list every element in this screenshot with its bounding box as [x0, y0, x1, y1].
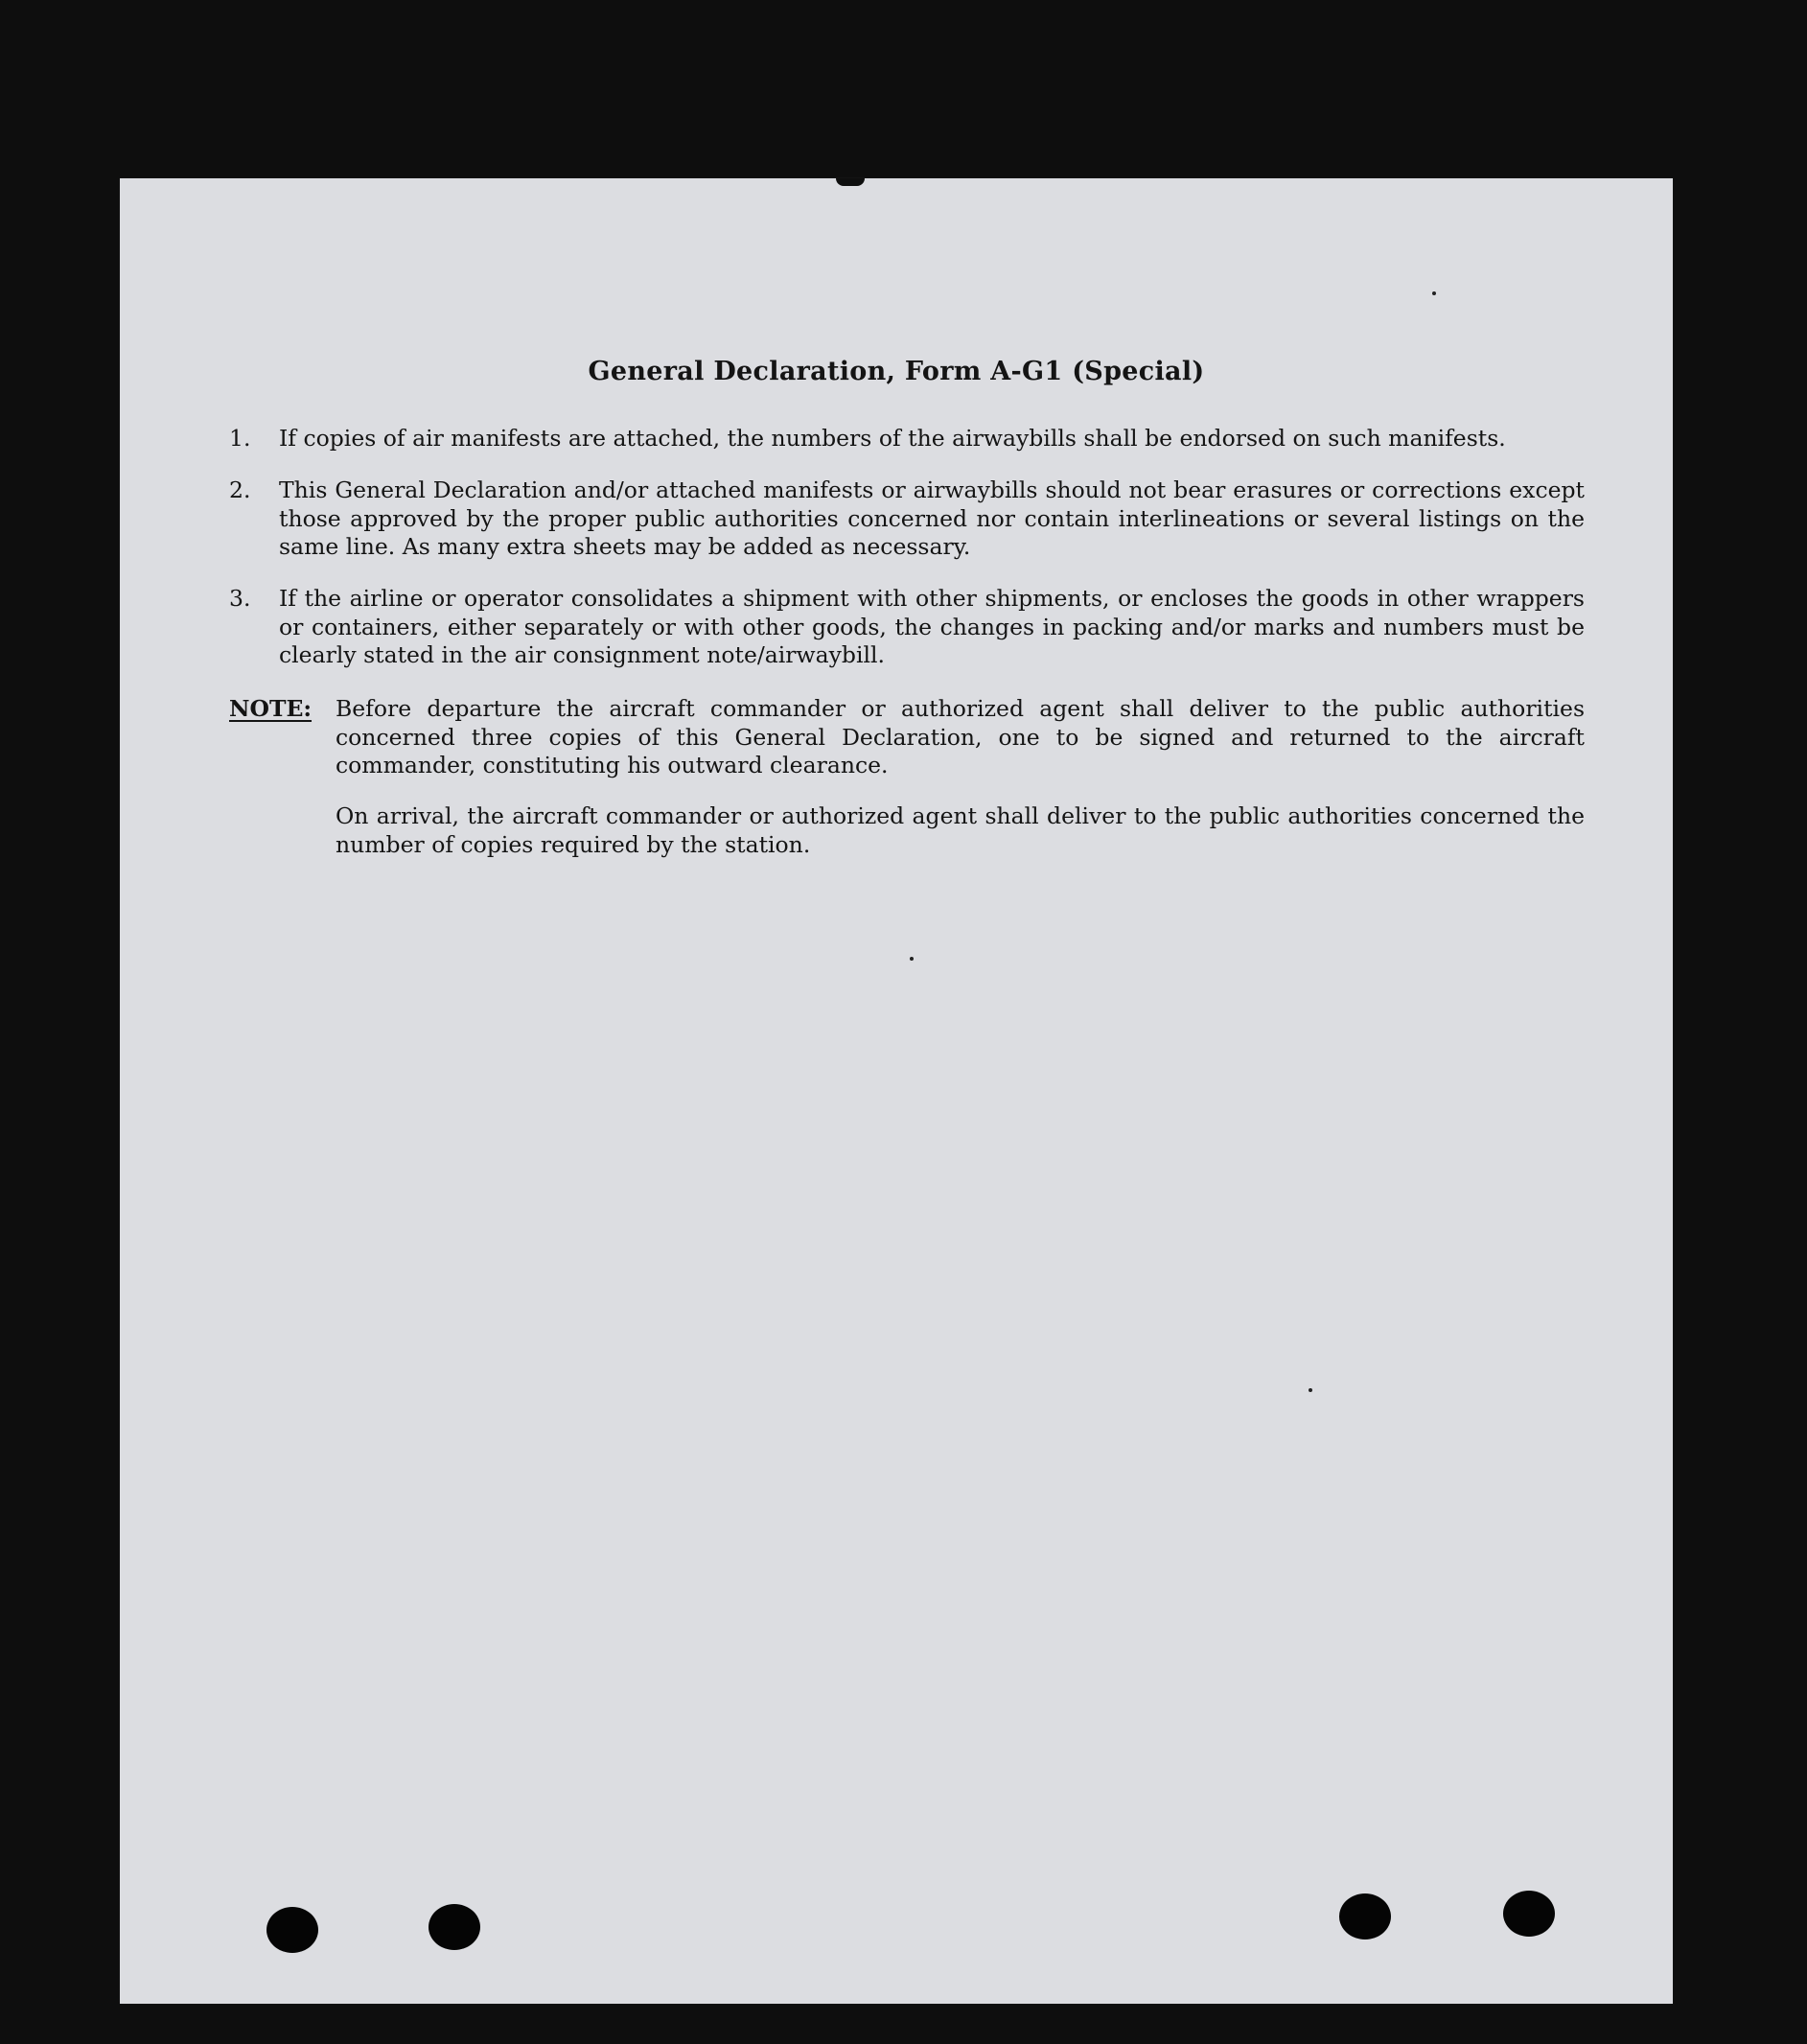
document-page	[120, 178, 1673, 2004]
item-number: 3.	[229, 585, 251, 612]
document-title: General Declaration, Form A-G1 (Special)	[588, 357, 1205, 386]
item-text: This General Declaration and/or attached manifests or airwaybills should not bear erasures or corrections except those approved by the proper public authorities concerned nor contain interlineations or several listings on the same line. As many extra sheets may be added as necessary.	[279, 476, 1585, 560]
item-text: If the airline or operator consolidates a shipment with other shipments, or encloses the goods in other wrappers or containers, either separately or with other goods, the changes in packing and/or marks and numbers must be clearly stated in the air consignment note/airwaybill.	[279, 585, 1585, 668]
punch-hole	[1503, 1891, 1555, 1937]
note-paragraph-1: Before departure the aircraft commander or authorized agent shall deliver to the public authorities concerned three copies of this General Declaration, one to be signed and returned to the aircraft commander, constituting his outward clearance.	[336, 695, 1585, 778]
paper-speck	[1309, 1388, 1312, 1392]
punch-hole	[266, 1907, 318, 1953]
note-paragraph-2: On arrival, the aircraft commander or authorized agent shall deliver to the public authorities concerned the number of copies required by the station.	[336, 802, 1585, 858]
item-number: 2.	[229, 476, 251, 503]
instruction-item-1	[229, 425, 1585, 453]
item-number: 1.	[229, 425, 251, 452]
note-label: NOTE:	[229, 695, 313, 722]
punch-hole	[1339, 1893, 1391, 1939]
punch-hole	[429, 1904, 480, 1950]
instruction-item-2	[229, 476, 1585, 562]
paper-speck	[1432, 291, 1436, 295]
page-notch	[836, 178, 865, 186]
item-text: If copies of air manifests are attached, the numbers of the airwaybills shall be endorsed on such manifests.	[279, 425, 1506, 452]
instruction-item-3	[229, 585, 1585, 670]
paper-speck	[910, 957, 914, 961]
